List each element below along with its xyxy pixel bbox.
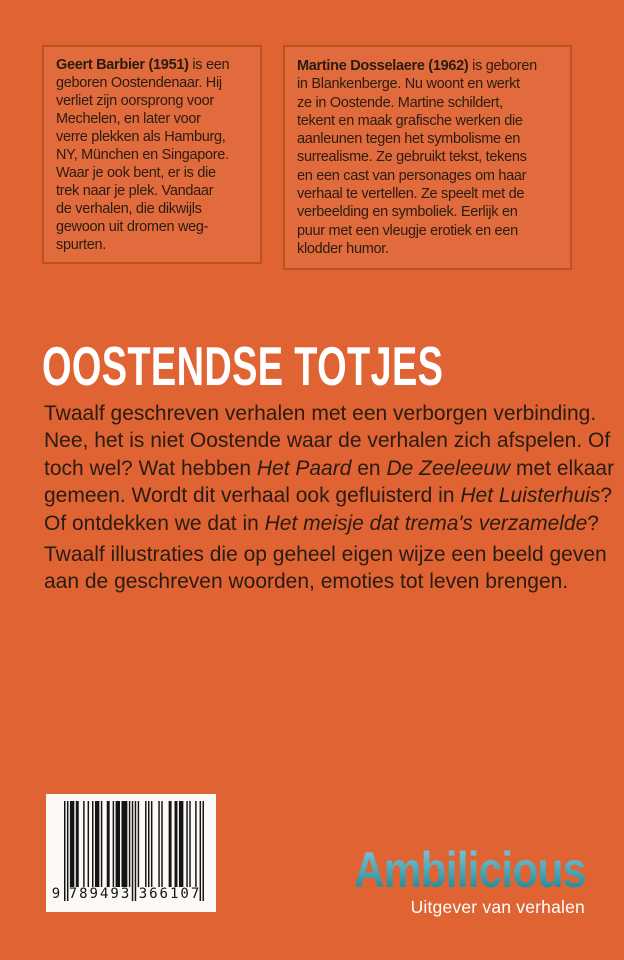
text-line: Waar je ook bent, er is die: [56, 165, 216, 181]
text-line: Nee, het is niet Oostende waar de verhalen zich afspelen. Of: [44, 429, 611, 453]
book-title: OOSTENDSE TOTJES: [42, 335, 444, 397]
text-line: spurten.: [56, 237, 106, 253]
text-line: ze in Oostende. Martine schildert,: [297, 94, 503, 111]
text-line: verliet zijn oorsprong voor: [56, 93, 214, 109]
text-line: Twaalf geschreven verhalen met een verborgen verbinding.: [44, 402, 597, 425]
text-line: aan de geschreven woorden, emoties tot leven brengen.: [44, 570, 569, 594]
text-line: Martine Dosselaere (1962) is geboren: [297, 58, 537, 74]
text-line: verre plekken als Hamburg,: [56, 129, 226, 145]
synopsis-paragraph-1: [44, 400, 614, 537]
publisher-tagline: Uitgever van verhalen: [410, 897, 585, 917]
text-line: NY, München en Singapore.: [56, 147, 229, 163]
text-line: Mechelen, en later voor: [56, 111, 201, 127]
text-line: Twaalf illustraties die op geheel eigen wijze een beeld geven: [44, 543, 607, 566]
author-bio-martine-dosselaere: [283, 45, 572, 270]
text-line: trek naar je plek. Vandaar: [56, 183, 214, 199]
isbn-barcode: [46, 794, 216, 912]
text-line: geboren Oostendenaar. Hij: [56, 75, 222, 91]
synopsis-paragraph-2: [44, 541, 607, 596]
barcode-left-digits: 789493: [68, 886, 132, 902]
text-line: verbeelding en symboliek. Eerlijk en: [297, 204, 518, 221]
text-line: in Blankenberge. Nu woont en werkt: [297, 76, 520, 93]
text-line: aanleunen tegen het symbolisme en: [297, 131, 521, 148]
text-line: puur met een vleugje erotiek en een: [297, 222, 518, 239]
publisher-block: [313, 842, 585, 918]
text-line: tekent en maak grafische werken die: [297, 112, 523, 129]
text-line: Geert Barbier (1951) is een: [56, 57, 230, 73]
barcode-right-digits: 366107: [138, 886, 202, 902]
text-line: surrealisme. Ze gebruikt tekst, tekens: [297, 149, 527, 166]
text-line: klodder humor.: [297, 240, 389, 257]
text-line: gemeen. Wordt dit verhaal ook gefluisterd in Het Luisterhuis?: [44, 484, 613, 508]
text-line: de verhalen, die dikwijls: [56, 201, 202, 217]
text-line: gewoon uit dromen weg-: [56, 219, 209, 235]
text-line: verhaal te vertellen. Ze speelt met de: [297, 186, 525, 203]
barcode-lead-digit: 9: [51, 886, 61, 902]
text-line: Of ontdekken we dat in Het meisje dat trema's verzamelde?: [44, 511, 599, 535]
publisher-logo: Ambilicious: [353, 842, 585, 898]
author-bio-geert-barbier: [42, 45, 262, 264]
text-line: en een cast van personages om haar: [297, 167, 527, 184]
text-line: toch wel? Wat hebben Het Paard en De Zeeleeuw met elkaar: [44, 456, 615, 480]
